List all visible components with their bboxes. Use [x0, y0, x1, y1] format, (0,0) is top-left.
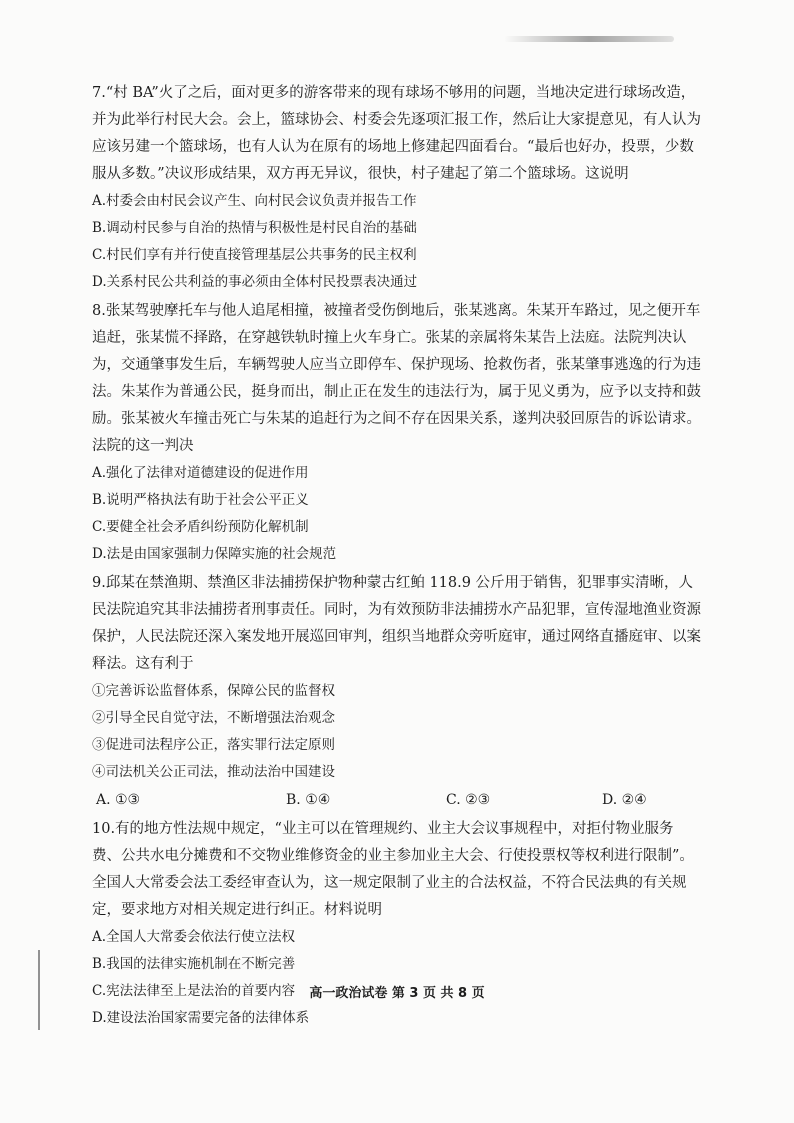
question-7-stem: 7.“村 BA”火了之后，面对更多的游客带来的现有球场不够用的问题，当地决定进行球场改造，并为此举行村民大会。会上，篮球协会、村委会先逐项汇报工作，然后让大家提意见，有人认为应该另建一个篮球场，也有人认为在原有的场地上修建起四面看台。“最后也好办，投票，少数服从多数。”决议形成结果，双方再无异议，很快，村子建起了第二个篮球场。这说明 [92, 85, 701, 182]
question-9-item-3: ③促进司法程序公正，落实罪行法定原则 [92, 737, 335, 753]
question-8-option-a: A.强化了法律对道德建设的促进作用 [92, 465, 309, 481]
question-10-option-c: C.宪法法律至上是法治的首要内容 [92, 983, 296, 999]
question-9-item-4: ④司法机关公正司法，推动法治中国建设 [92, 764, 335, 780]
scan-artifact [504, 36, 674, 42]
question-8 [92, 298, 702, 568]
question-8-option-c: C.要健全社会矛盾纠纷预防化解机制 [92, 519, 309, 535]
question-9-choices [92, 786, 702, 814]
question-7-option-d: D.关系村民公共利益的事必须由全体村民投票表决通过 [92, 274, 418, 290]
question-9 [92, 570, 702, 814]
question-10-option-a: A.全国人大常委会依法行使立法权 [92, 929, 296, 945]
question-9-choice-b: B. ①④ [286, 792, 331, 808]
question-10-option-d: D.建设法治国家需要完备的法律体系 [92, 1010, 310, 1026]
question-8-option-b: B.说明严格执法有助于社会公平正义 [92, 492, 309, 508]
question-10-option-b: B.我国的法律实施机制在不断完善 [92, 956, 296, 972]
question-9-choice-d: D. ②④ [602, 792, 647, 808]
question-9-choice-c: C. ②③ [446, 792, 491, 808]
question-9-stem: 9.邱某在禁渔期、禁渔区非法捕捞保护物种蒙古红鲌 118.9 公斤用于销售，犯罪事实清晰，人民法院追究其非法捕捞者刑事责任。同时，为有效预防非法捕捞水产品犯罪，宣传湿地渔业资源保护，人民法院还深入案发地开展巡回审判，组织当地群众旁听庭审，通过网络直播庭审、以案释法。这有利于 [92, 575, 701, 672]
page-footer: 高一政治试卷 第 3 页 共 8 页 [309, 986, 485, 1001]
question-9-item-2: ②引导全民自觉守法，不断增强法治观念 [92, 710, 335, 726]
question-7-option-a: A.村委会由村民会议产生、向村民会议负责并报告工作 [92, 193, 417, 209]
question-8-stem: 8.张某驾驶摩托车与他人追尾相撞，被撞者受伤倒地后，张某逃离。朱某开车路过，见之便开车追赶，张某慌不择路，在穿越铁轨时撞上火车身亡。张某的亲属将朱某告上法庭。法院判决认为，交通肇事发生后，车辆驾驶人应当立即停车、保护现场、抢救伤者，张某肇事逃逸的行为违法。朱某作为普通公民，挺身而出，制止正在发生的违法行为，属于见义勇为，应予以支持和鼓励。张某被火车撞击死亡与朱某的追赶行为之间不存在因果关系，遂判决驳回原告的诉讼请求。法院的这一判决 [92, 303, 701, 454]
question-8-option-d: D.法是由国家强制力保障实施的社会规范 [92, 546, 337, 562]
question-9-choice-a: A. ①③ [96, 792, 141, 808]
questions-container [92, 80, 702, 1032]
question-9-item-1: ①完善诉讼监督体系，保障公民的监督权 [92, 683, 335, 699]
question-7-option-b: B.调动村民参与自治的热情与积极性是村民自治的基础 [92, 220, 417, 236]
question-10-stem: 10.有的地方性法规中规定，“业主可以在管理规约、业主大会议事规程中，对拒付物业服务费、公共水电分摊费和不交物业维修资金的业主参加业主大会、行使投票权等权利进行限制”。全国人大常委会法工委经审查认为，这一规定限制了业主的合法权益，不符合民法典的有关规定，要求地方对相关规定进行纠正。材料说明 [92, 821, 694, 918]
question-7-option-c: C.村民们享有并行使直接管理基层公共事务的民主权利 [92, 247, 417, 263]
question-7 [92, 80, 702, 296]
